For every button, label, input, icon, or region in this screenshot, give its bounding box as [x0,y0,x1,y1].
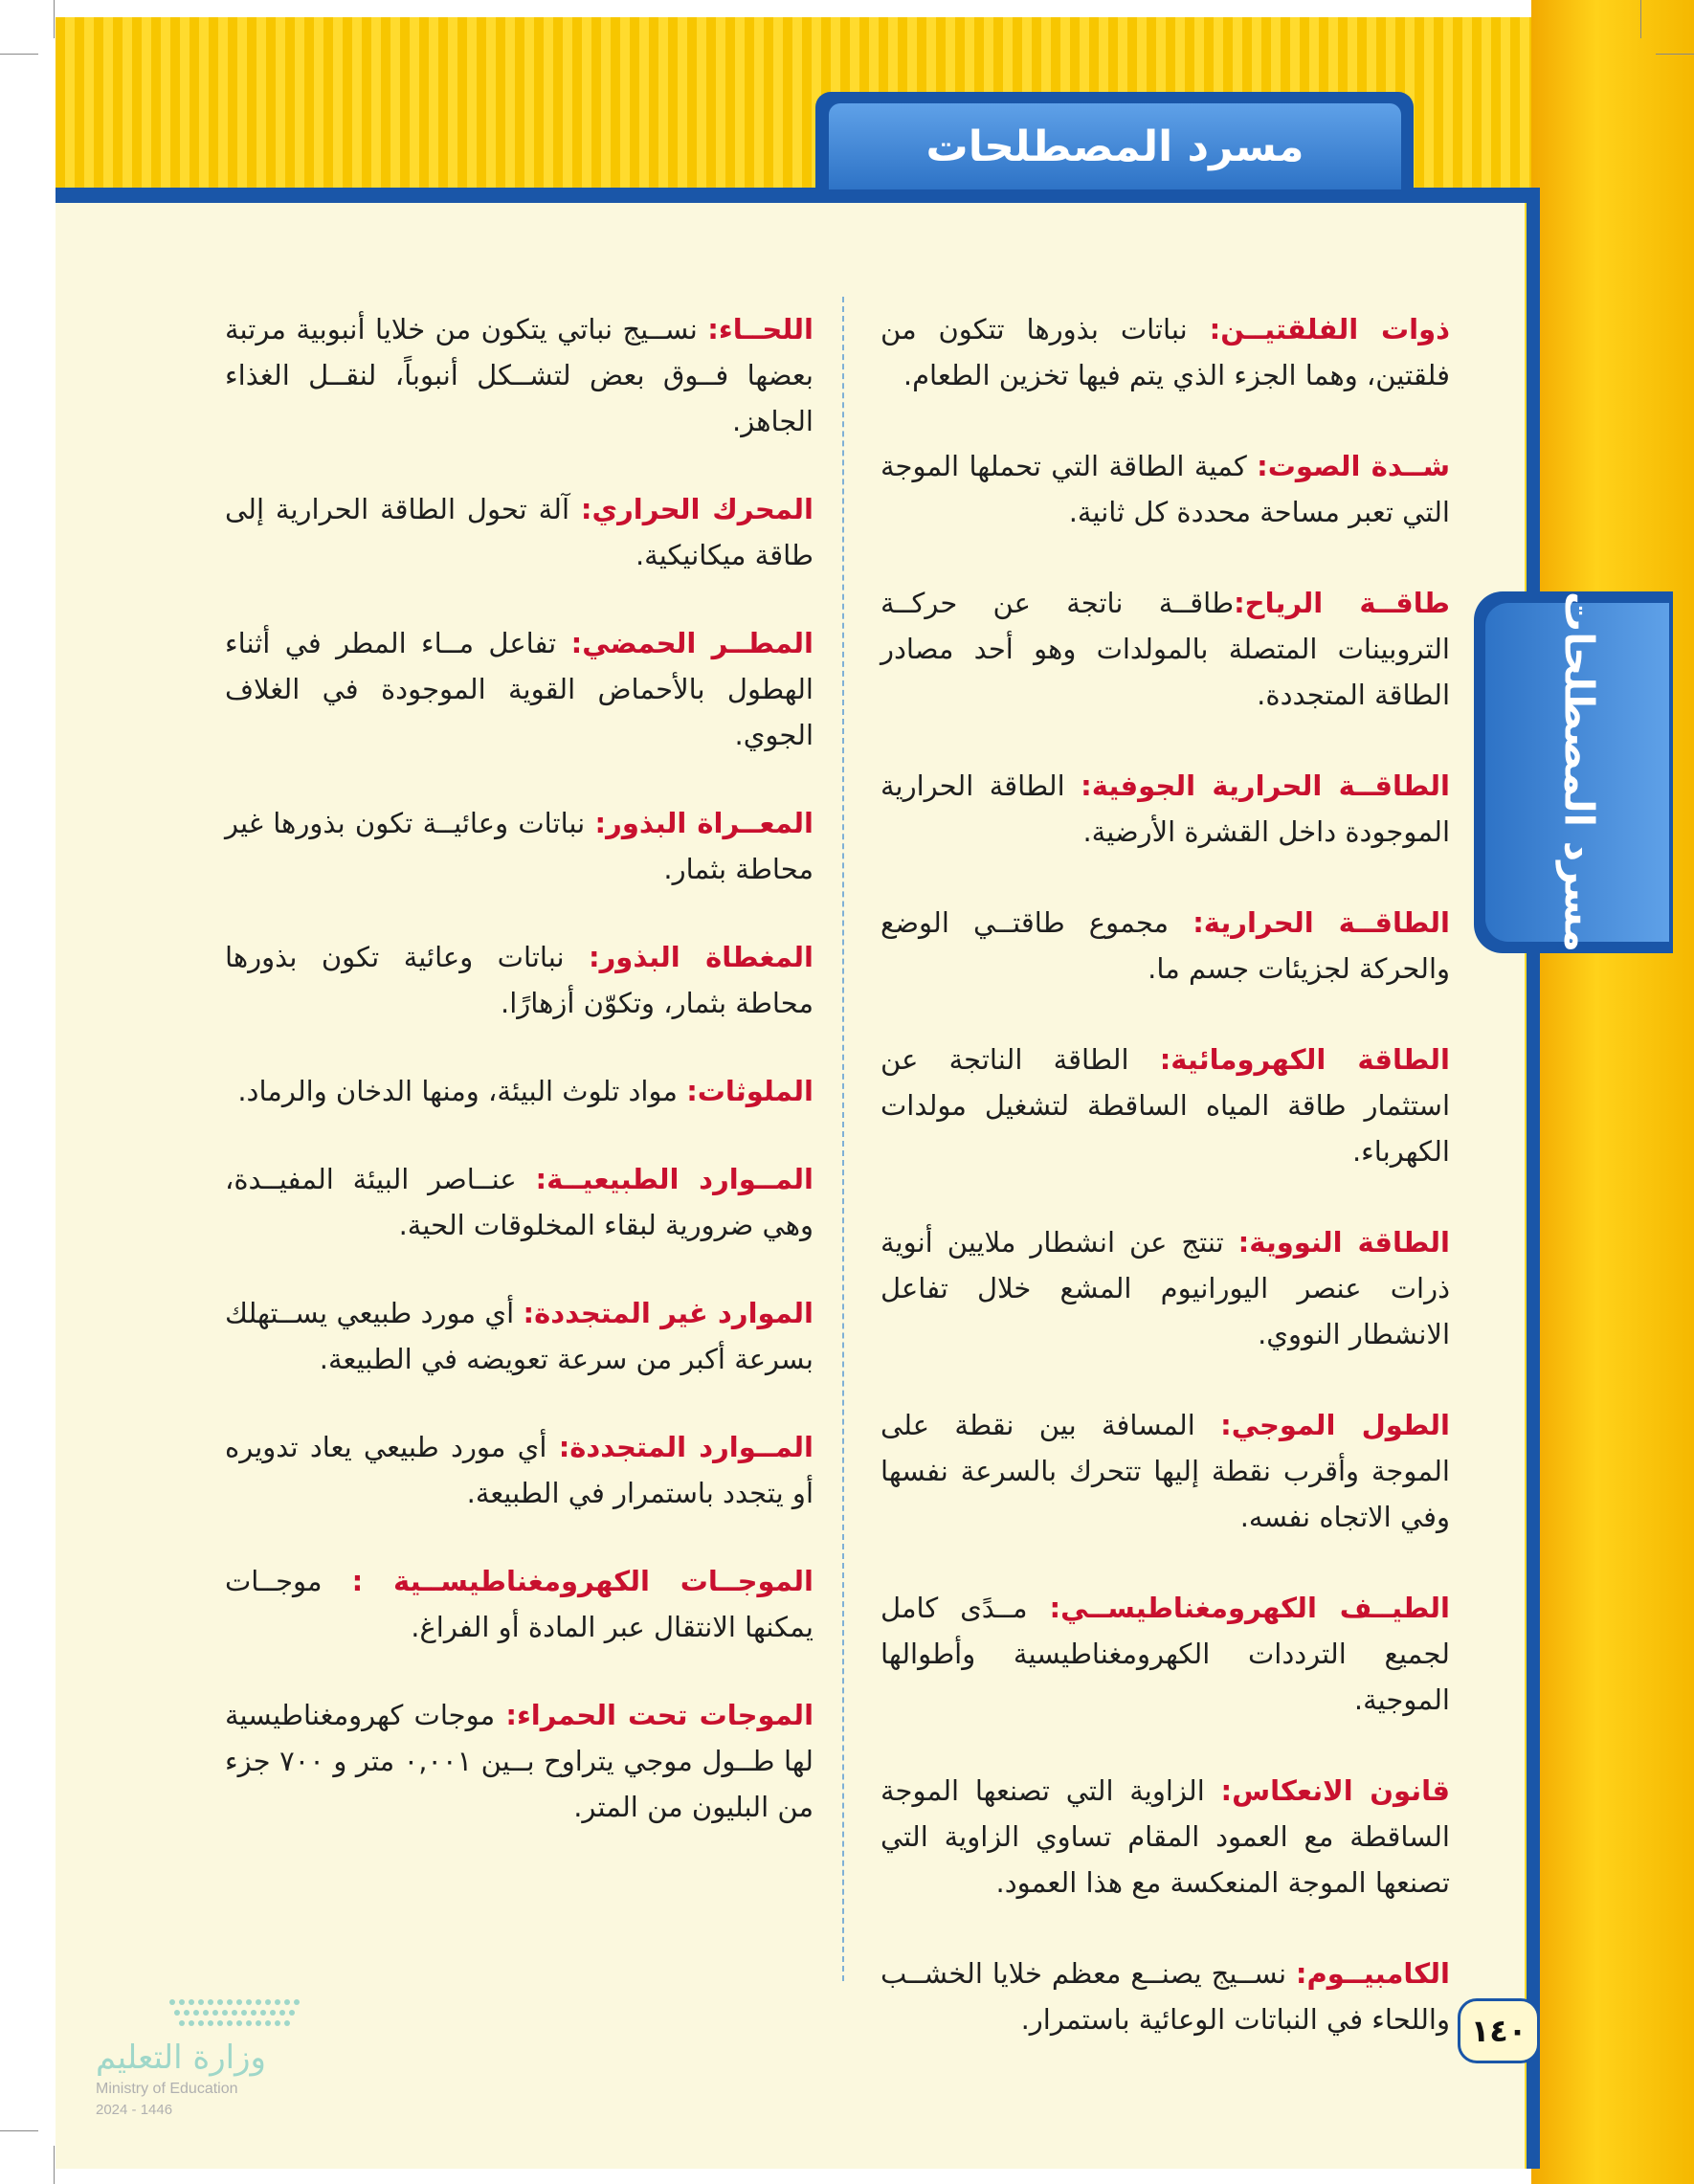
crop-mark [0,2130,38,2131]
glossary-term: الكامبيــوم: [1295,1957,1450,1990]
glossary-term: المــوارد الطبيعيــة: [535,1163,814,1195]
glossary-term: الطول الموجي: [1220,1409,1451,1441]
glossary-definition: عنــاصر البيئة المفيــدة، وهي ضرورية لبقاء المخلوقات الحية. [225,1163,814,1241]
glossary-definition: مواد تلوث البيئة، ومنها الدخان والرماد. [237,1075,687,1107]
glossary-entry [880,580,1450,718]
title-tab [829,103,1401,189]
glossary-definition: مجموع طاقتــي الوضع والحركة لجزيئات جسم ما. [880,906,1450,985]
glossary-entry [225,306,814,444]
ministry-logo [96,1989,325,2132]
glossary-entry [225,486,814,578]
ministry-logo-dots-icon [163,1989,316,2037]
glossary-definition: مــدًى كامل لجميع الترددات الكهرومغناطيسية وأطوالها الموجية. [880,1592,1450,1716]
glossary-entry [880,443,1450,535]
glossary-definition: طاقــة ناتجة عن حركــة التروبينات المتصلة بالمولدات وهو أحد مصادر الطاقة المتجددة. [880,587,1450,711]
glossary-term: الموجــات الكهرومغناطيســية : [351,1565,814,1597]
glossary-entry [225,1290,814,1382]
glossary-entry [880,1585,1450,1723]
ministry-name-english: Ministry of Education [96,2081,238,2097]
glossary-term: قانون الانعكاس: [1220,1774,1450,1807]
glossary-definition: نباتات وعائية تكون بذورها محاطة بثمار، وتكوّن أزهارًا. [225,941,814,1019]
glossary-entry [225,1424,814,1516]
glossary-entry [225,1558,814,1650]
glossary-entry [880,1768,1450,1905]
glossary-term: المغطاة البذور: [589,941,814,973]
glossary-definition: آلة تحول الطاقة الحرارية إلى طاقة ميكانيكية. [225,493,814,571]
ministry-year: 2024 - 1446 [96,2102,173,2118]
glossary-entry [225,1156,814,1248]
crop-mark [54,2146,55,2184]
glossary-column-right [880,306,1450,2087]
glossary-term: المحرك الحراري: [580,493,814,525]
glossary-term: الطاقــة الحرارية: [1192,906,1450,939]
glossary-entry [225,620,814,758]
glossary-definition: المسافة بين نقطة على الموجة وأقرب نقطة إليها تتحرك بالسرعة نفسها وفي الاتجاه نفسه. [880,1409,1450,1533]
glossary-definition: موجات كهرومغناطيسية لها طــول موجي يتراوح بــين ٠,٠٠١ متر و ٧٠٠ جزء من البليون من المتر. [225,1699,814,1823]
glossary-term: الموارد غير المتجددة: [523,1297,814,1329]
glossary-definition: كمية الطاقة التي تحملها الموجة التي تعبر مساحة محددة كل ثانية. [880,450,1450,528]
glossary-entry [880,763,1450,855]
glossary-term: الطيــف الكهرومغناطيســي: [1049,1592,1450,1624]
glossary-term: الموجات تحت الحمراء: [505,1699,814,1731]
glossary-definition: الطاقة الحرارية الموجودة داخل القشرة الأرضية. [880,769,1450,848]
glossary-entry [225,800,814,892]
page-number-text: ١٤٠ [1470,2013,1527,2049]
glossary-entry [225,1692,814,1830]
glossary-entry [880,900,1450,992]
glossary-definition: تفاعل مــاء المطر في أثناء الهطول بالأحماض القوية الموجودة في الغلاف الجوي. [225,627,814,751]
glossary-column-left [225,306,814,1872]
glossary-entry [880,1950,1450,2042]
glossary-term: ذوات الفلقتيــن: [1209,313,1450,345]
crop-mark [1640,0,1641,38]
glossary-entry [880,1402,1450,1540]
glossary-term: المعــراة البذور: [594,807,814,839]
page-number [1458,1998,1540,2063]
glossary-entry [225,1068,814,1114]
ministry-name-arabic: وزارة التعليم [96,2039,266,2077]
glossary-term: الطاقة الكهرومائية: [1159,1043,1450,1076]
glossary-entry [880,1036,1450,1174]
glossary-term: الطاقــة الحرارية الجوفية: [1081,769,1450,802]
glossary-definition: نســيج نباتي يتكون من خلايا أنبوبية مرتبة بعضها فــوق بعض لتشــكل أنبوباً، لنقــل الغذاء الجاهز. [225,313,814,437]
glossary-term: اللحــاء: [707,313,814,345]
page-title: مسرد المصطلحات [925,122,1304,171]
glossary-term: الملوثات: [686,1075,814,1107]
glossary-definition: أي مورد طبيعي يســتهلك بسرعة أكبر من سرعة تعويضه في الطبيعة. [225,1297,814,1375]
glossary-definition: تنتج عن انشطار ملايين أنوية ذرات عنصر اليورانيوم المشع خلال تفاعل الانشطار النووي. [880,1226,1450,1350]
crop-mark [0,54,38,55]
crop-mark [1656,54,1694,55]
glossary-entry [880,306,1450,398]
glossary-definition: موجــات يمكنها الانتقال عبر المادة أو الفراغ. [225,1565,814,1643]
glossary-definition: نســيج يصنــع معظم خلايا الخشــب واللحاء في النباتات الوعائية باستمرار. [880,1957,1450,2036]
glossary-entry [225,934,814,1026]
glossary-definition: أي مورد طبيعي يعاد تدويره أو يتجدد باستمرار في الطبيعة. [225,1431,814,1509]
glossary-term: المــوارد المتجددة: [558,1431,814,1463]
frame-right-strip [1531,0,1694,2184]
glossary-term: شــدة الصوت: [1257,450,1451,482]
side-tab-label: مسرد المصطلحات [1555,591,1603,953]
glossary-term: المطــر الحمضي: [570,627,814,659]
crop-mark [54,0,55,38]
glossary-definition: الزاوية التي تصنعها الموجة الساقطة مع العمود المقام تساوي الزاوية التي تصنعها الموجة المنعكسة مع هذا العمود. [880,1774,1450,1899]
right-blue-rule [1527,188,1540,2169]
glossary-definition: نباتات بذورها تتكون من فلقتين، وهما الجزء الذي يتم فيها تخزين الطعام. [880,313,1450,391]
side-tab-label-wrap [1489,591,1669,953]
column-divider [842,297,844,1981]
glossary-definition: الطاقة الناتجة عن استثمار طاقة المياه الساقطة لتشغيل مولدات الكهرباء. [880,1043,1450,1168]
glossary-entry [880,1219,1450,1357]
glossary-term: طاقــة الرياح: [1234,587,1450,619]
glossary-definition: نباتات وعائيــة تكون بذورها غير محاطة بثمار. [225,807,814,885]
glossary-term: الطاقة النووية: [1237,1226,1451,1259]
